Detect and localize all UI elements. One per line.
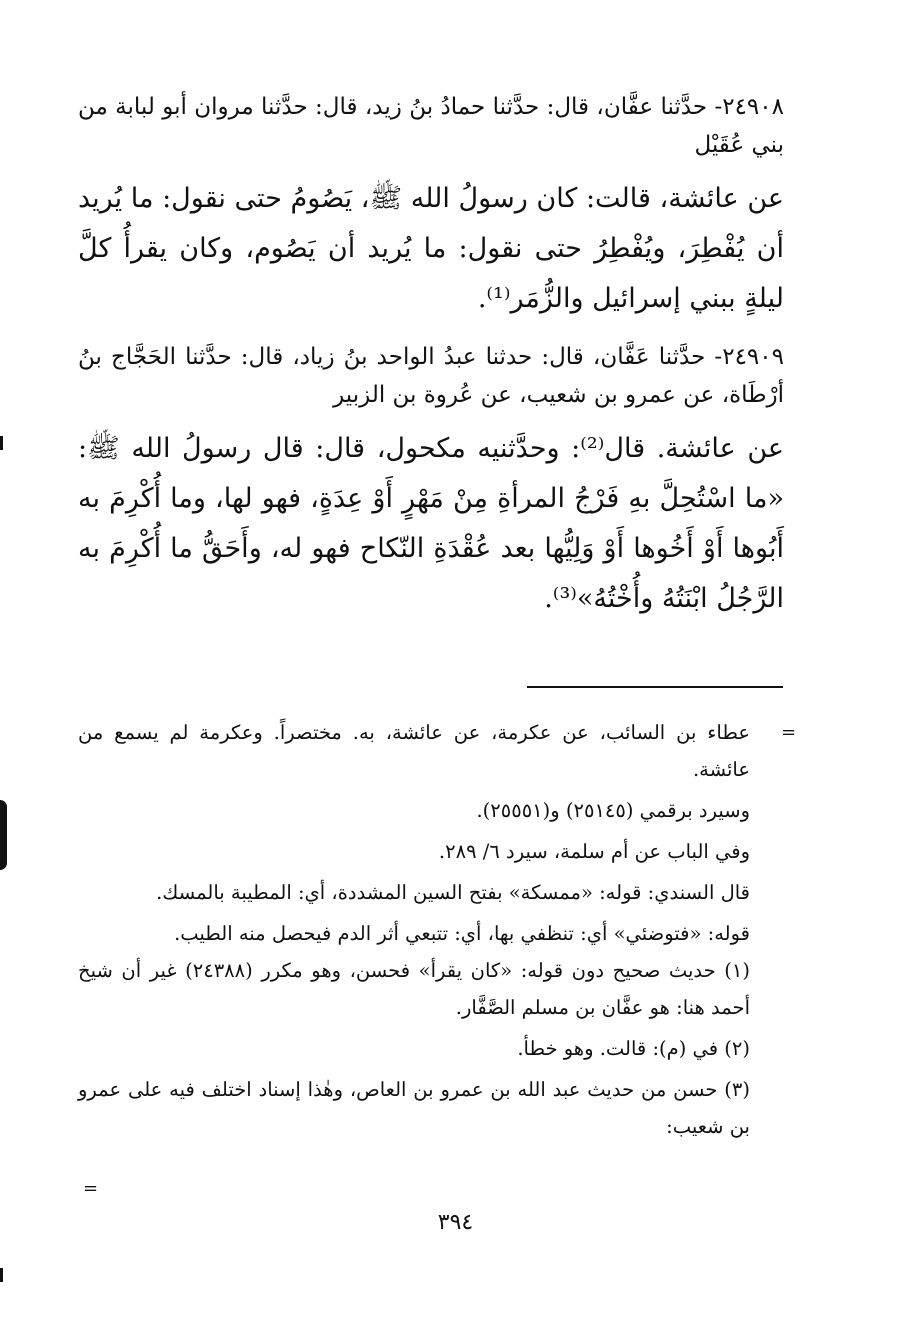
main-text <box>78 88 784 624</box>
page-number: ٣٩٤ <box>437 1210 474 1235</box>
scan-edge-mark <box>0 1268 3 1282</box>
footnote-3: (٣) حسن من حديث عبد الله بن عمرو بن العاص، وهٰذا إسناد اختلف فيه على عمرو بن شعيب: <box>78 1078 750 1138</box>
footnote-line: وفي الباب عن أم سلمة، سيرد ٦/ ٢٨٩. <box>438 840 750 863</box>
footnote-line: قال السندي: قوله: «ممسكة» بفتح السين المشددة، أي: المطيبة بالمسك. <box>156 881 750 904</box>
footnote-1: (١) حديث صحيح دون قوله: «كان يقرأ» فحسن، وهو مكرر (٢٤٣٨٨) غير أن شيخ أحمد هنا: هو عفَّان بن مسلم الصَّفَّار. <box>78 959 750 1019</box>
footnote-continues-mark: = <box>83 1178 99 1199</box>
hadith-24908-isnad: ٢٤٩٠٨- حدَّثنا عفَّان، قال: حدَّثنا حمادُ بنُ زيد، قال: حدَّثنا مروان أبو لبابة من بني عُقَيْل <box>78 94 784 158</box>
footnote-line: وسيرد برقمي (٢٥١٤٥) و(٢٥٥٥١). <box>476 799 750 822</box>
footnote-2: (٢) في (م): قالت. وهو خطأ. <box>517 1037 750 1060</box>
scan-edge-mark <box>0 800 7 870</box>
footnotes <box>78 714 784 1145</box>
hadith-24908-matn: عن عائشة، قالت: كان رسولُ الله ﷺ، يَصُومُ حتى نقول: ما يُريد أن يُفْطِرَ، ويُفْطِرُ حتى نقول: ما يُريد أن يَصُوم، وكان يقرأُ كلَّ ليلةٍ ببني إسرائيل والزُّمَر⁽¹⁾. <box>78 183 784 314</box>
footnote-separator <box>527 686 783 688</box>
footnote-continued-mark: = <box>781 722 797 743</box>
footnote-line: قوله: «فتوضئي» أي: تنظفي بها، أي: تتبعي أثر الدم فيحصل منه الطيب. <box>174 922 750 945</box>
hadith-24909-matn: عن عائشة. قال⁽²⁾: وحدَّثنيه مكحول، قال: قال رسولُ الله ﷺ: «ما اسْتُحِلَّ بهِ فَرْجُ المرأةِ مِنْ مَهْرٍ أَوْ عِدَةٍ، فهو لها، وما أُكْرِمَ به أَبُوها أَوْ أَخُوها أَوْ وَلِيُّها بعد عُقْدَةِ النّكاح فهو له، وأَحَقُّ ما أُكْرِمَ به الرَّجُلُ ابْنَتُهُ وأُخْتُهُ»⁽³⁾. <box>78 433 784 614</box>
scan-edge-mark <box>0 436 3 450</box>
footnote-continuation: عطاء بن السائب، عن عكرمة، عن عائشة، به. مختصراً. وعكرمة لم يسمع من عائشة. <box>78 721 750 781</box>
hadith-24909-isnad: ٢٤٩٠٩- حدَّثنا عَفَّان، قال: حدثنا عبدُ الواحد بنُ زياد، قال: حدَّثنا الحَجَّاج بنُ أرْطَاة، عن عمرو بن شعيب، عن عُروة بن الزبير <box>78 344 784 408</box>
